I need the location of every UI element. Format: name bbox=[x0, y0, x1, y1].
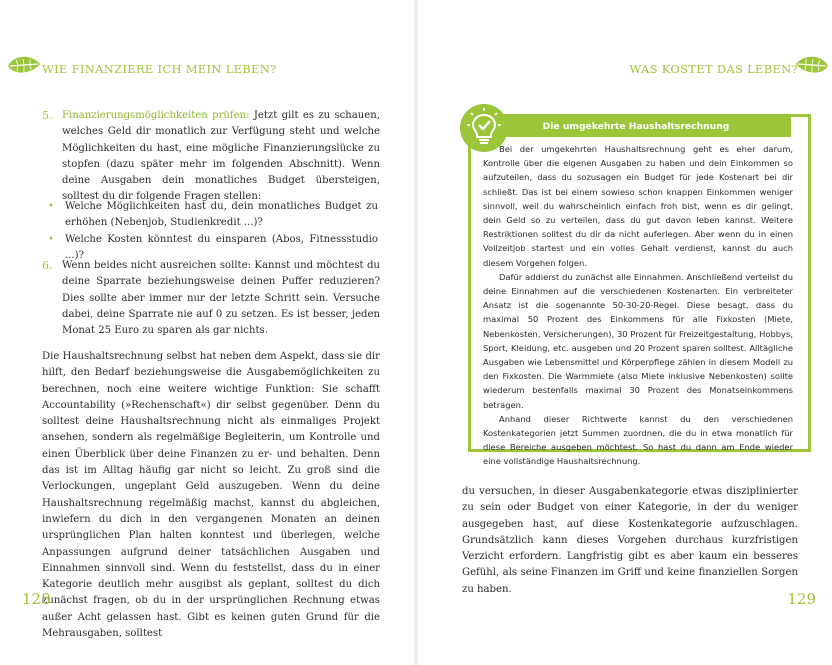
box-paragraph: Bei der umgekehrten Haushaltsrechnung geht es eher darum, Kontrolle über die eigenen Ausgaben zu haben und dein Einkommen so aufzuteilen, dass du sozusagen ein Budget für jede Kostenart bei dir schließt. Das ist bei einem sowieso schon knappen Einkommen weniger sinnvoll, weil du wahrscheinlich einfach froh bist, wenn es dir gelingt, dein Geld so zu verteilen, dass du gut davon leben kannst. Weitere Restriktionen solltest du dir da nicht auferlegen. Aber wenn du in einen Vollzeitjob startest und ein volles Gehalt verdienst, kannst du auch diesem Vorgehen folgen. bbox=[483, 144, 793, 268]
page-number: 129 bbox=[787, 590, 816, 608]
list-number: 6. bbox=[42, 259, 53, 272]
bullet-item: • Welche Kosten könntest du einsparen (Abos, Fitnessstudio ...)? bbox=[48, 232, 378, 265]
box-paragraph: Anhand dieser Richtwerte kannst du den verschiedenen Kostenkategorien jetzt Summen zuordnen, die du in etwa monatlich für diese Bereiche ausgeben möchtest. So hast du dann am Ende wieder eine vollständige Haushaltsrechnung. bbox=[483, 413, 793, 467]
highlight-text: Finanzierungsmöglichkeiten prüfen: bbox=[62, 110, 250, 121]
bullet-item: • Welche Möglichkeiten hast du, dein monatliches Budget zu erhöhen (Nebenjob, Studienkredit ...)? bbox=[48, 199, 378, 232]
list-number: 5. bbox=[42, 109, 53, 122]
list-item-text: Finanzierungsmöglichkeiten prüfen: Jetzt gilt es zu schauen, welches Geld dir monatlich zur Verfügung steht und welche Möglichkeiten du hast, eine mögliche Finanzierungslücke zu stopfen (dazu später mehr im folgenden Abschnitt). Wenn deine Ausgaben dein monatliches Budget übersteigen, solltest du dir folgende Fragen stellen: bbox=[62, 110, 380, 203]
running-header: WAS KOSTET DAS LEBEN? bbox=[629, 62, 798, 76]
body-paragraph: Die Haushaltsrechnung selbst hat neben dem Aspekt, dass sie dir hilft, den Bedarf beziehungsweise die Ausgabemöglichkeiten zu berechnen, noch eine weitere wichtige Funktion: Sie schafft Accountability (»Rechenschaft«) dir selbst gegenüber. Denn du solltest deine Haushaltsrechnung nicht als einmaliges Projekt ansehen, sondern als regelmäßige Begleiterin, um Kontrolle und einen Überblick über deine Finanzen zu er- und behalten. Denn das ist im Alltag häufig gar nicht so leicht. Zu groß sind die Verlockungen, ungeplant Geld auszugeben. Wenn du deine Haushaltsrechnung regelmäßig machst, kannst du abgleichen, inwiefern du dich in den vergangenen Monaten an deinen ursprünglichen Plan halten konntest und überlegen, welche Anpassungen aufgrund deiner tatsächlichen Ausgaben und Einnahmen sinnvoll sind. Wenn du feststellst, dass du in einer Kategorie deutlich mehr ausgibst als geplant, solltest du dich zunächst fragen, ob du in der ursprünglichen Rechnung etwas außer Acht gelassen hast. Gibt es keinen guten Grund für die Mehrausgaben, solltest bbox=[42, 351, 380, 640]
info-box-text bbox=[483, 142, 793, 469]
body-paragraph: du versuchen, in dieser Ausgabenkategorie etwas disziplinierter zu sein oder Budget von einer Kategorie, in der du weniger ausgegeben hast, auf diese Kostenkategorie aufzuschlagen. Grundsätzlich kann dieses Vorgehen durchaus kurzfristigen Verzicht erfordern. Langfristig gibt es aber kaum ein besseres Gefühl, als seine Finanzen im Griff und keine finanziellen Sorgen zu haben. bbox=[462, 486, 798, 595]
running-header: WIE FINANZIERE ICH MEIN LEBEN? bbox=[42, 62, 277, 76]
right-page bbox=[416, 0, 832, 665]
bullet-list bbox=[48, 199, 378, 264]
leaf-icon bbox=[794, 52, 830, 78]
list-item-text: Wenn beides nicht ausreichen sollte: Kannst und möchtest du deine Sparrate beziehungsweise deinen Puffer reduzieren? Dies sollte aber immer nur der letzte Schritt sein. Versuche dabei, deine Sparrate nie auf 0 zu setzen. Es ist besser, jeden Monat 25 Euro zu sparen als gar nichts. bbox=[62, 260, 380, 337]
leaf-icon bbox=[6, 52, 42, 78]
page-number: 128 bbox=[22, 590, 51, 608]
box-paragraph: Dafür addierst du zunächst alle Einnahmen. Anschließend verteilst du deine Einnahmen auf die verschiedenen Kostenarten. Ein verbreiteter Ansatz ist die sogenannte 50-30-20-Regel. Diese besagt, dass du maximal 50 Prozent des Einkommens für alle Fixkosten (Miete, Nebenkosten, Versicherungen), 30 Prozent für Freizeitgestaltung, Hobbys, Sport, Kleidung, etc. ausgeben und 20 Prozent sparen solltest. Alltägliche Ausgaben wie Lebensmittel und Körperpflege zählen in diesem Modell zu den Fixkosten. Die Warmmiete (also Miete inklusive Nebenkosten) sollte wiederum bestenfalls maximal 30 Prozent des Monatseinkommens betragen. bbox=[483, 271, 793, 410]
info-box-title: Die umgekehrte Haushaltsrechnung bbox=[481, 117, 791, 137]
